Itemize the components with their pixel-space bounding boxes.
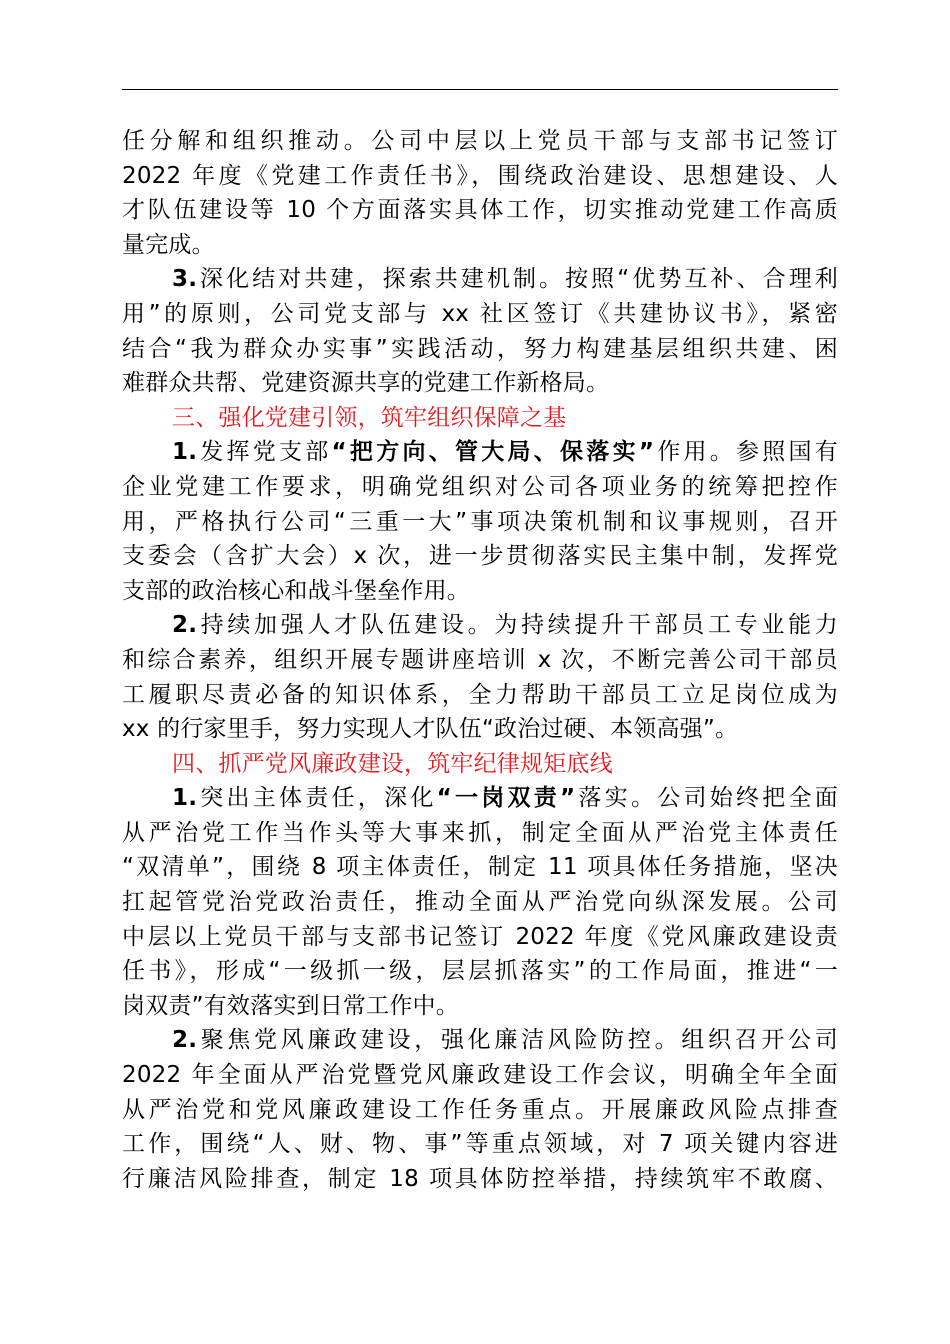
text-line: “双清单”，围绕 8 项主体责任，制定 11 项具体任务措施，坚决	[122, 854, 838, 881]
item-text: 聚焦党风廉政建设，强化廉洁风险防控。组织召开公司	[197, 1027, 838, 1054]
text-line: 用，严格执行公司“三重一大”事项决策机制和议事规则，召开	[122, 508, 838, 535]
text-line: 中层以上党员干部与支部书记签订 2022 年度《党风廉政建设责	[122, 923, 838, 950]
paragraph	[122, 124, 838, 262]
item-text: 落实。公司始终把全面	[575, 785, 838, 812]
text-line: 岗双责”有效落实到日常工作中。	[122, 992, 459, 1019]
text-line: 结合“我为群众办实事”实践活动，努力构建基层组织共建、困	[122, 335, 838, 362]
text-line: 工履职尽责必备的知识体系，全力帮助干部员工立足岗位成为	[122, 681, 838, 708]
text-line	[122, 262, 838, 297]
item-emphasis: “一岗双责”	[436, 785, 576, 812]
item-number: 1.	[172, 439, 198, 466]
item-emphasis: “把方向、管大局、保落实”	[331, 439, 655, 466]
text-line	[122, 781, 838, 816]
item-number: 1.	[172, 785, 198, 812]
text-line: xx 的行家里手，努力实现人才队伍“政治过硬、本领高强”。	[122, 716, 739, 743]
text-line	[122, 608, 838, 643]
text-line: 2022 年全面从严治党暨党风廉政建设工作会议，明确全年全面	[122, 1062, 838, 1089]
item-text: 发挥党支部	[197, 439, 332, 466]
text-line	[122, 435, 838, 470]
text-line: 企业党建工作要求，明确党组织对公司各项业务的统筹把控作	[122, 473, 838, 500]
item-number: 2.	[172, 612, 198, 639]
item-number: 3.	[172, 266, 198, 293]
item-text: 深化结对共建，探索共建机制。按照“优势互补、合理利	[197, 266, 838, 293]
text-line: 量完成。	[122, 231, 215, 258]
header-rule	[122, 89, 838, 90]
paragraph	[122, 1023, 838, 1196]
document-body	[122, 124, 838, 1196]
item-text: 突出主体责任，深化	[197, 785, 437, 812]
section-heading: 四、抓严党风廉政建设，筑牢纪律规矩底线	[172, 750, 613, 777]
text-line: 用”的原则，公司党支部与 xx 社区签订《共建协议书》，紧密	[122, 300, 838, 327]
text-line: 才队伍建设等 10 个方面落实具体工作，切实推动党建工作高质	[122, 197, 838, 224]
text-line: 和综合素养，组织开展专题讲座培训 x 次，不断完善公司干部员	[122, 646, 838, 673]
text-line: 从严治党工作当作头等大事来抓，制定全面从严治党主体责任	[122, 819, 838, 846]
text-line: 工作，围绕“人、财、物、事”等重点领域，对 7 项关键内容进	[122, 1131, 838, 1158]
text-line: 支委会（含扩大会）x 次，进一步贯彻落实民主集中制，发挥党	[122, 543, 838, 570]
item-text: 作用。参照国有	[654, 439, 839, 466]
paragraph	[122, 781, 838, 1023]
section-heading: 三、强化党建引领，筑牢组织保障之基	[172, 404, 567, 431]
text-line: 行廉洁风险排查，制定 18 项具体防控举措，持续筑牢不敢腐、	[122, 1165, 838, 1192]
text-line: 从严治党和党风廉政建设工作任务重点。开展廉政风险点排查	[122, 1096, 838, 1123]
text-line: 2022 年度《党建工作责任书》，围绕政治建设、思想建设、人	[122, 162, 838, 189]
text-line: 任分解和组织推动。公司中层以上党员干部与支部书记签订	[122, 128, 838, 154]
text-line	[122, 1023, 838, 1058]
text-line: 扛起管党治党政治责任，推动全面从严治党向纵深发展。公司	[122, 889, 838, 916]
paragraph	[122, 262, 838, 400]
text-line: 难群众共帮、党建资源共享的党建工作新格局。	[122, 370, 610, 397]
text-line: 任书》，形成“一级抓一级，层层抓落实”的工作局面，推进“一	[122, 958, 838, 985]
text-line: 支部的政治核心和战斗堡垒作用。	[122, 577, 470, 604]
item-number: 2.	[172, 1027, 198, 1054]
paragraph	[122, 608, 838, 746]
item-text: 持续加强人才队伍建设。为持续提升干部员工专业能力	[197, 612, 838, 639]
paragraph	[122, 435, 838, 608]
